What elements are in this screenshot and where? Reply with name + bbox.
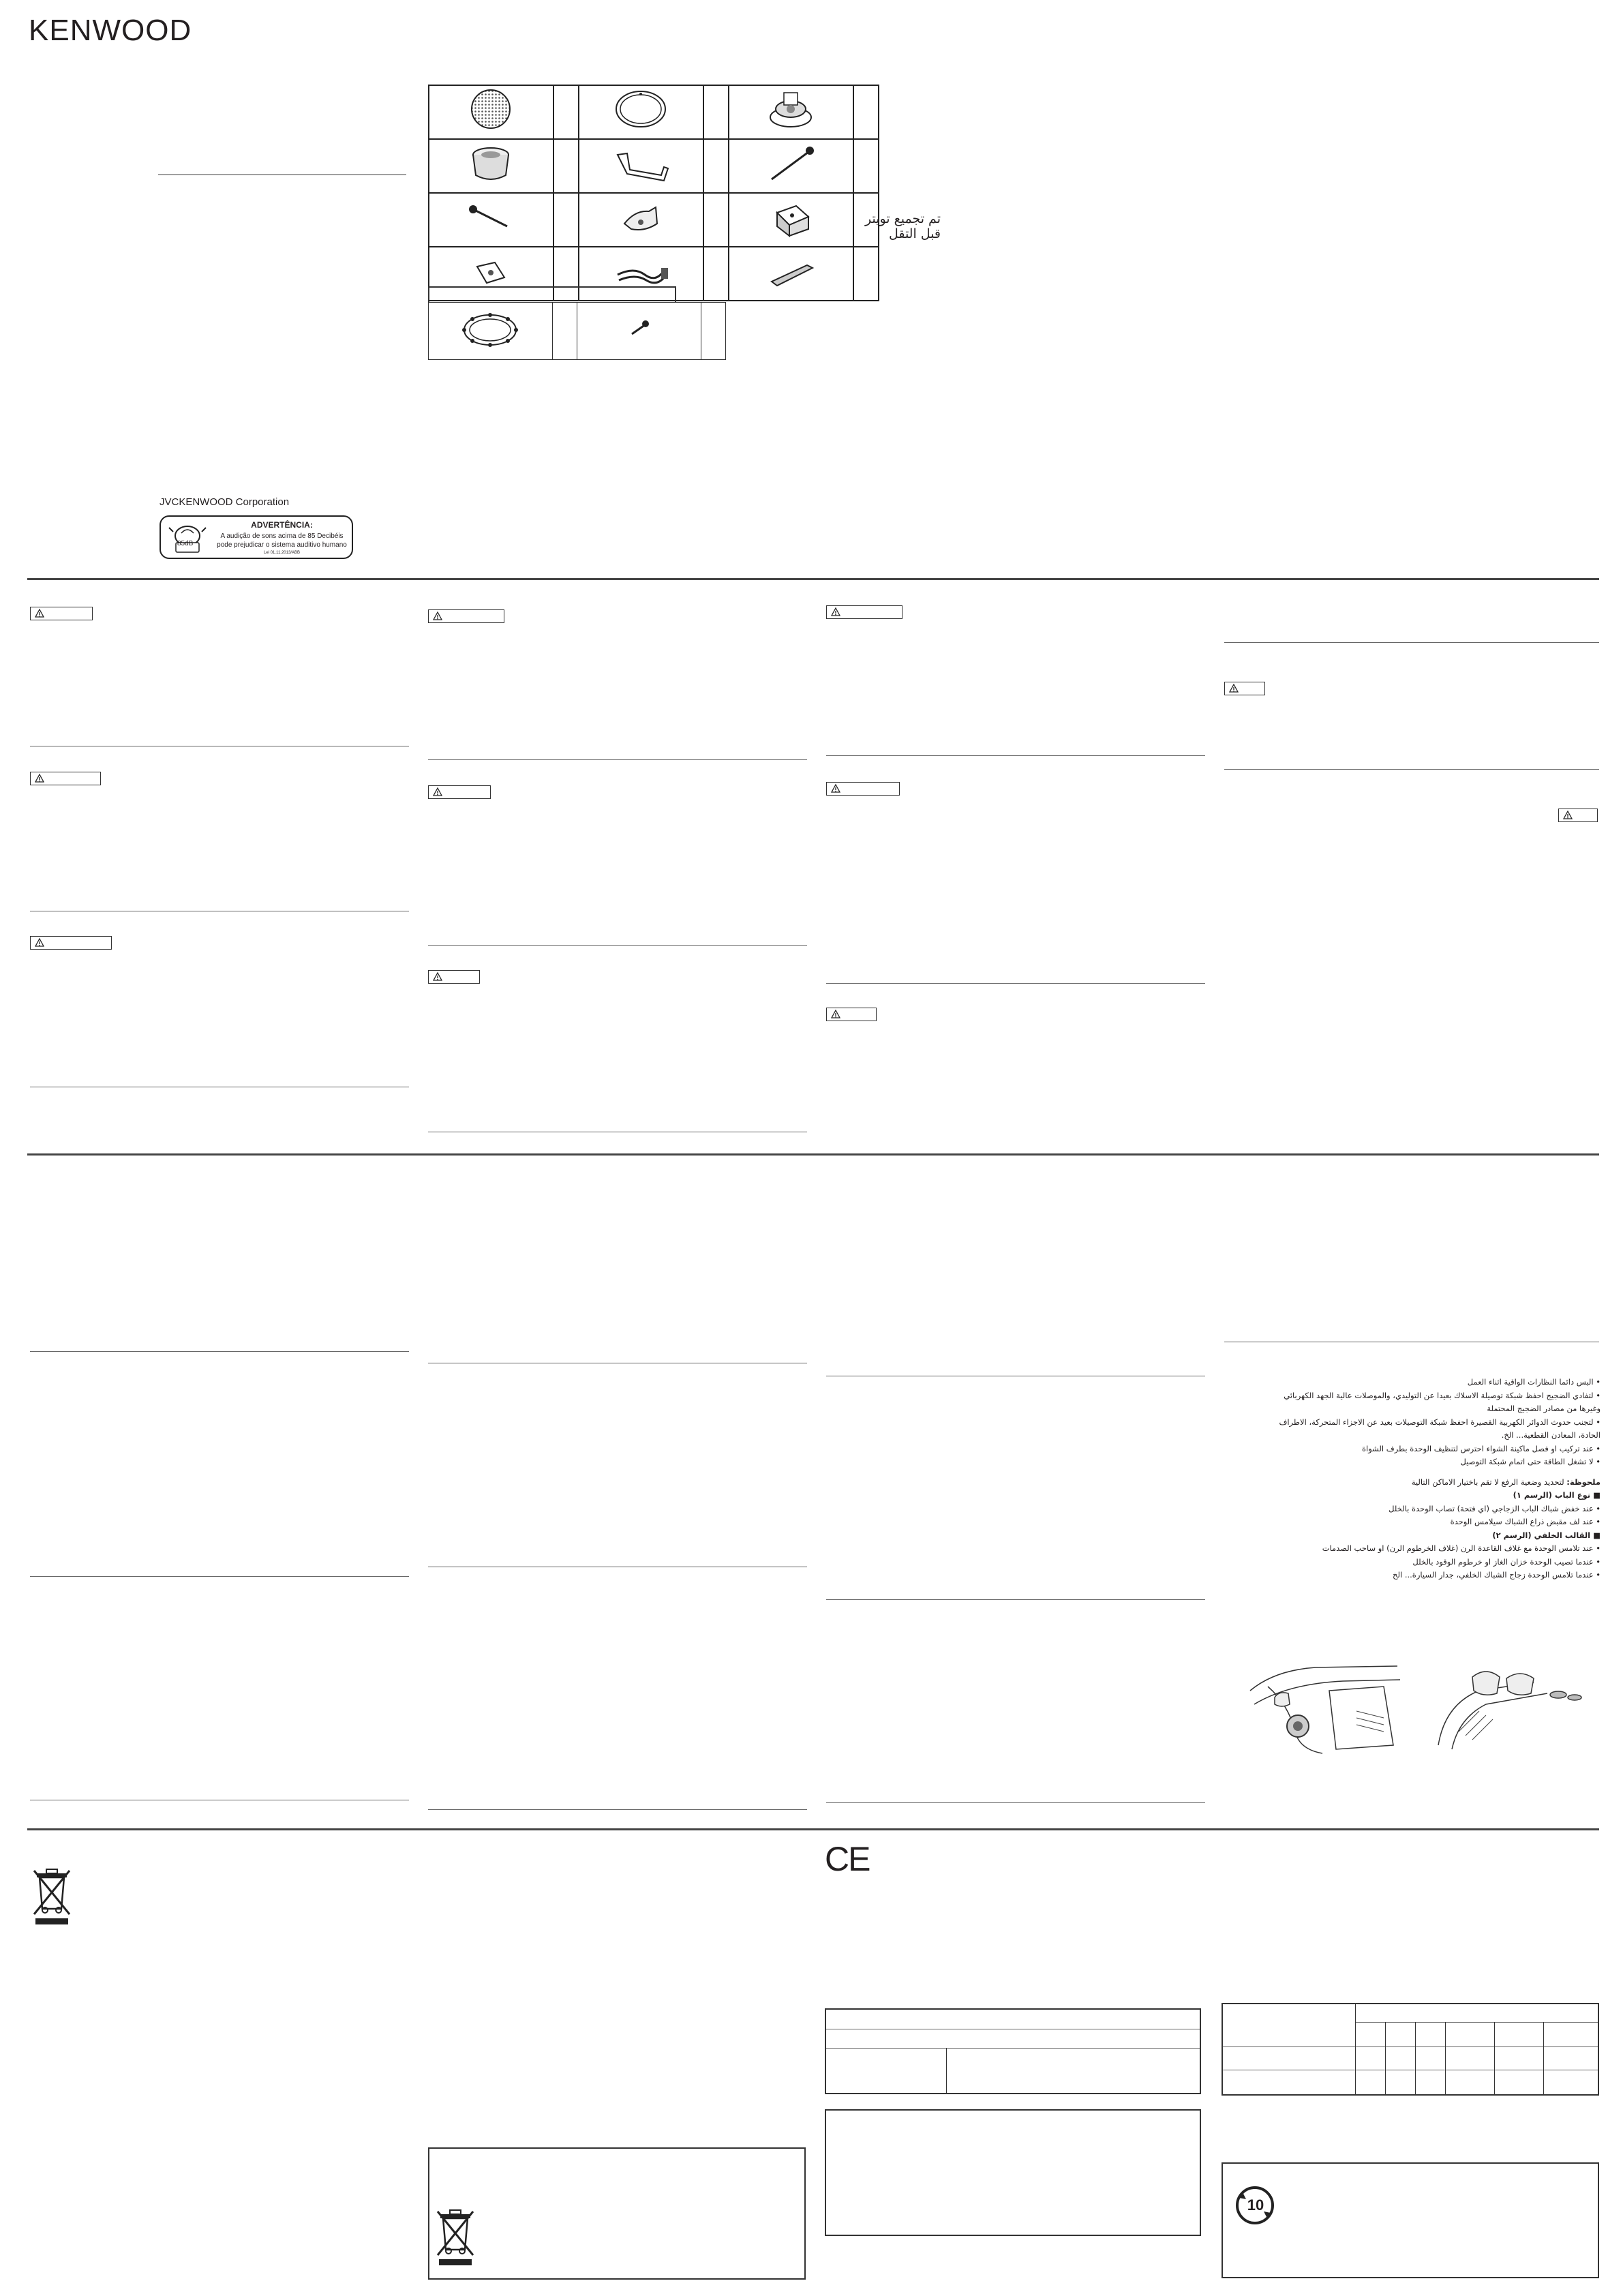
warning-triangle-icon — [35, 938, 44, 947]
info-box-left — [825, 2109, 1201, 2236]
decibel-badge: 85dB — [177, 540, 194, 547]
accessory-tweeter-mount — [729, 85, 853, 139]
accessory-table — [428, 85, 879, 301]
warning-label-box — [1558, 809, 1598, 822]
warning-label-box — [30, 936, 112, 950]
brand-logo: KENWOOD — [29, 14, 192, 47]
section-divider-3 — [27, 1828, 1599, 1830]
info-table-left — [825, 2008, 1201, 2094]
corporation-name: JVCKENWOOD Corporation — [160, 496, 290, 508]
hazard-table — [1222, 2003, 1599, 2096]
section-rule — [30, 1576, 409, 1577]
warning-label-box — [826, 1008, 877, 1021]
accessory-ring — [579, 85, 703, 139]
eco-box — [1222, 2162, 1599, 2278]
warning-label-box — [428, 970, 480, 984]
rear-deck-illustration — [1431, 1663, 1588, 1757]
arabic-precautions — [1261, 1376, 1601, 1582]
warning-triangle-icon — [831, 784, 840, 793]
warning-triangle-icon — [433, 787, 442, 796]
warning-triangle-icon — [35, 609, 44, 618]
section-rule — [826, 1599, 1205, 1600]
accessory-tapping-screw — [429, 193, 553, 247]
section-rule — [428, 945, 807, 946]
accessory-tweeter-cup — [429, 139, 553, 193]
arabic-bullet-4: • عند تركيب او فصل ماكينة الشواء احترس لتنظيف الوحدة بطرف الشواة — [1361, 1443, 1601, 1453]
warning-label-box — [826, 782, 900, 796]
arabic-note — [1261, 1476, 1601, 1490]
arabic-rear-item-3: • عندما تلامس الوحدة زجاج الشباك الخلفي، جدار السيارة... الخ — [1393, 1570, 1601, 1580]
section-rule — [428, 1809, 807, 1810]
arabic-bullet-5: • لا تشغل الطاقة حتى اتمام شبكة التوصيل — [1460, 1457, 1601, 1466]
arabic-door-item-2: • عند لف مقبض ذراع الشباك سيلامس الوحدة — [1450, 1517, 1601, 1526]
warning-label-box — [428, 609, 504, 623]
arabic-note-text: لتحديد وضعية الرفع لا تقم باختيار الاماكن التالية — [1411, 1477, 1564, 1487]
accessory-clip — [579, 193, 703, 247]
advertencia-label — [160, 515, 353, 559]
arabic-rear-item-1: • عند تلامس الوحدة مع غلاف القاعدة الرن (غلاف الخرطوم الرن) او ساحب الصدمات — [1322, 1543, 1601, 1553]
warning-triangle-icon — [433, 611, 442, 620]
accessory-long-screw — [729, 139, 853, 193]
arabic-rear-item-2: • عندما تصيب الوحدة خزان الغاز او خرطوم الوقود بالخلل — [1412, 1556, 1601, 1567]
weee-info-box — [428, 2147, 806, 2280]
warning-triangle-icon — [831, 1010, 840, 1018]
arabic-note-label: ملحوظة: — [1566, 1477, 1601, 1487]
eco-period-label: 10 — [1247, 2196, 1264, 2214]
arabic-door-item-1: • عند خفض شباك الباب الزجاجي (اي فتحة) تصاب الوحدة بالخلل — [1389, 1503, 1601, 1513]
section-rule — [826, 755, 1205, 756]
section-rule — [30, 1351, 409, 1352]
section-rule — [428, 759, 807, 760]
warning-label-box — [1224, 682, 1265, 695]
accessory-bracket — [579, 139, 703, 193]
warning-triangle-icon — [1229, 684, 1239, 693]
accessory-option-ring — [429, 303, 553, 360]
arabic-rear-heading: ■ القالب الخلفي (الرسم ٢) — [1492, 1530, 1601, 1540]
section-rule — [1224, 769, 1599, 770]
ce-mark: CE — [825, 1840, 870, 1878]
accessory-box-mount — [729, 193, 853, 247]
warning-label-box — [30, 607, 93, 620]
warning-triangle-icon — [831, 607, 840, 616]
advertencia-law: Lei 01.11.2013/ABB — [264, 551, 300, 555]
section-rule — [826, 983, 1205, 984]
advertencia-line-1: A audição de sons acima de 85 Decibéis — [220, 532, 344, 540]
warning-label-box — [826, 605, 902, 619]
arabic-preassembled-title: تم تجميع تويتر قبل التقل — [864, 211, 941, 241]
arabic-door-heading: ■ نوع الباب (الرسم ١) — [1513, 1490, 1601, 1500]
advertencia-line-2: pode prejudicar o sistema auditivo humano — [217, 541, 347, 549]
warning-triangle-icon — [35, 774, 44, 783]
section-rule — [1224, 642, 1599, 643]
section-rule — [826, 1802, 1205, 1803]
warning-label-box — [30, 772, 101, 785]
section-divider-1 — [27, 578, 1599, 580]
advertencia-text — [215, 532, 348, 549]
accessory-option-table — [428, 302, 726, 360]
crossed-bin-icon-small — [435, 2207, 476, 2266]
warning-triangle-icon — [433, 972, 442, 981]
warning-label-box — [428, 785, 491, 799]
accessory-grille — [429, 85, 553, 139]
accessory-option-screw — [577, 303, 701, 360]
accessory-tape — [729, 247, 853, 301]
arabic-bullet-3: • لتجنب حدوث الدوائر الكهربية القصيرة احفظ شبكة التوصيلات بعيد عن الاجزاء المتحركة، الاطراف الحادة، المعادن القطعية... الخ. — [1279, 1417, 1601, 1440]
warning-triangle-icon — [1563, 811, 1573, 819]
arabic-bullet-1: • البس دائما النظارات الواقية اثناء العمل — [1467, 1377, 1601, 1387]
ear-icon — [166, 521, 209, 555]
accessory-option-header — [428, 286, 676, 303]
arabic-bullet-2: • لتفادي الضجيج احفظ شبكة توصيلة الاسلاك بعيدا عن التوليدي، والموصلات عالية الجهد الكهربائي وغيرها من مصادر الضجيج المحتملة — [1284, 1390, 1601, 1413]
door-illustration — [1247, 1663, 1404, 1757]
section-divider-2 — [27, 1153, 1599, 1155]
crossed-bin-icon — [31, 1867, 72, 1925]
advertencia-title: ADVERTÊNCIA: — [251, 520, 313, 530]
